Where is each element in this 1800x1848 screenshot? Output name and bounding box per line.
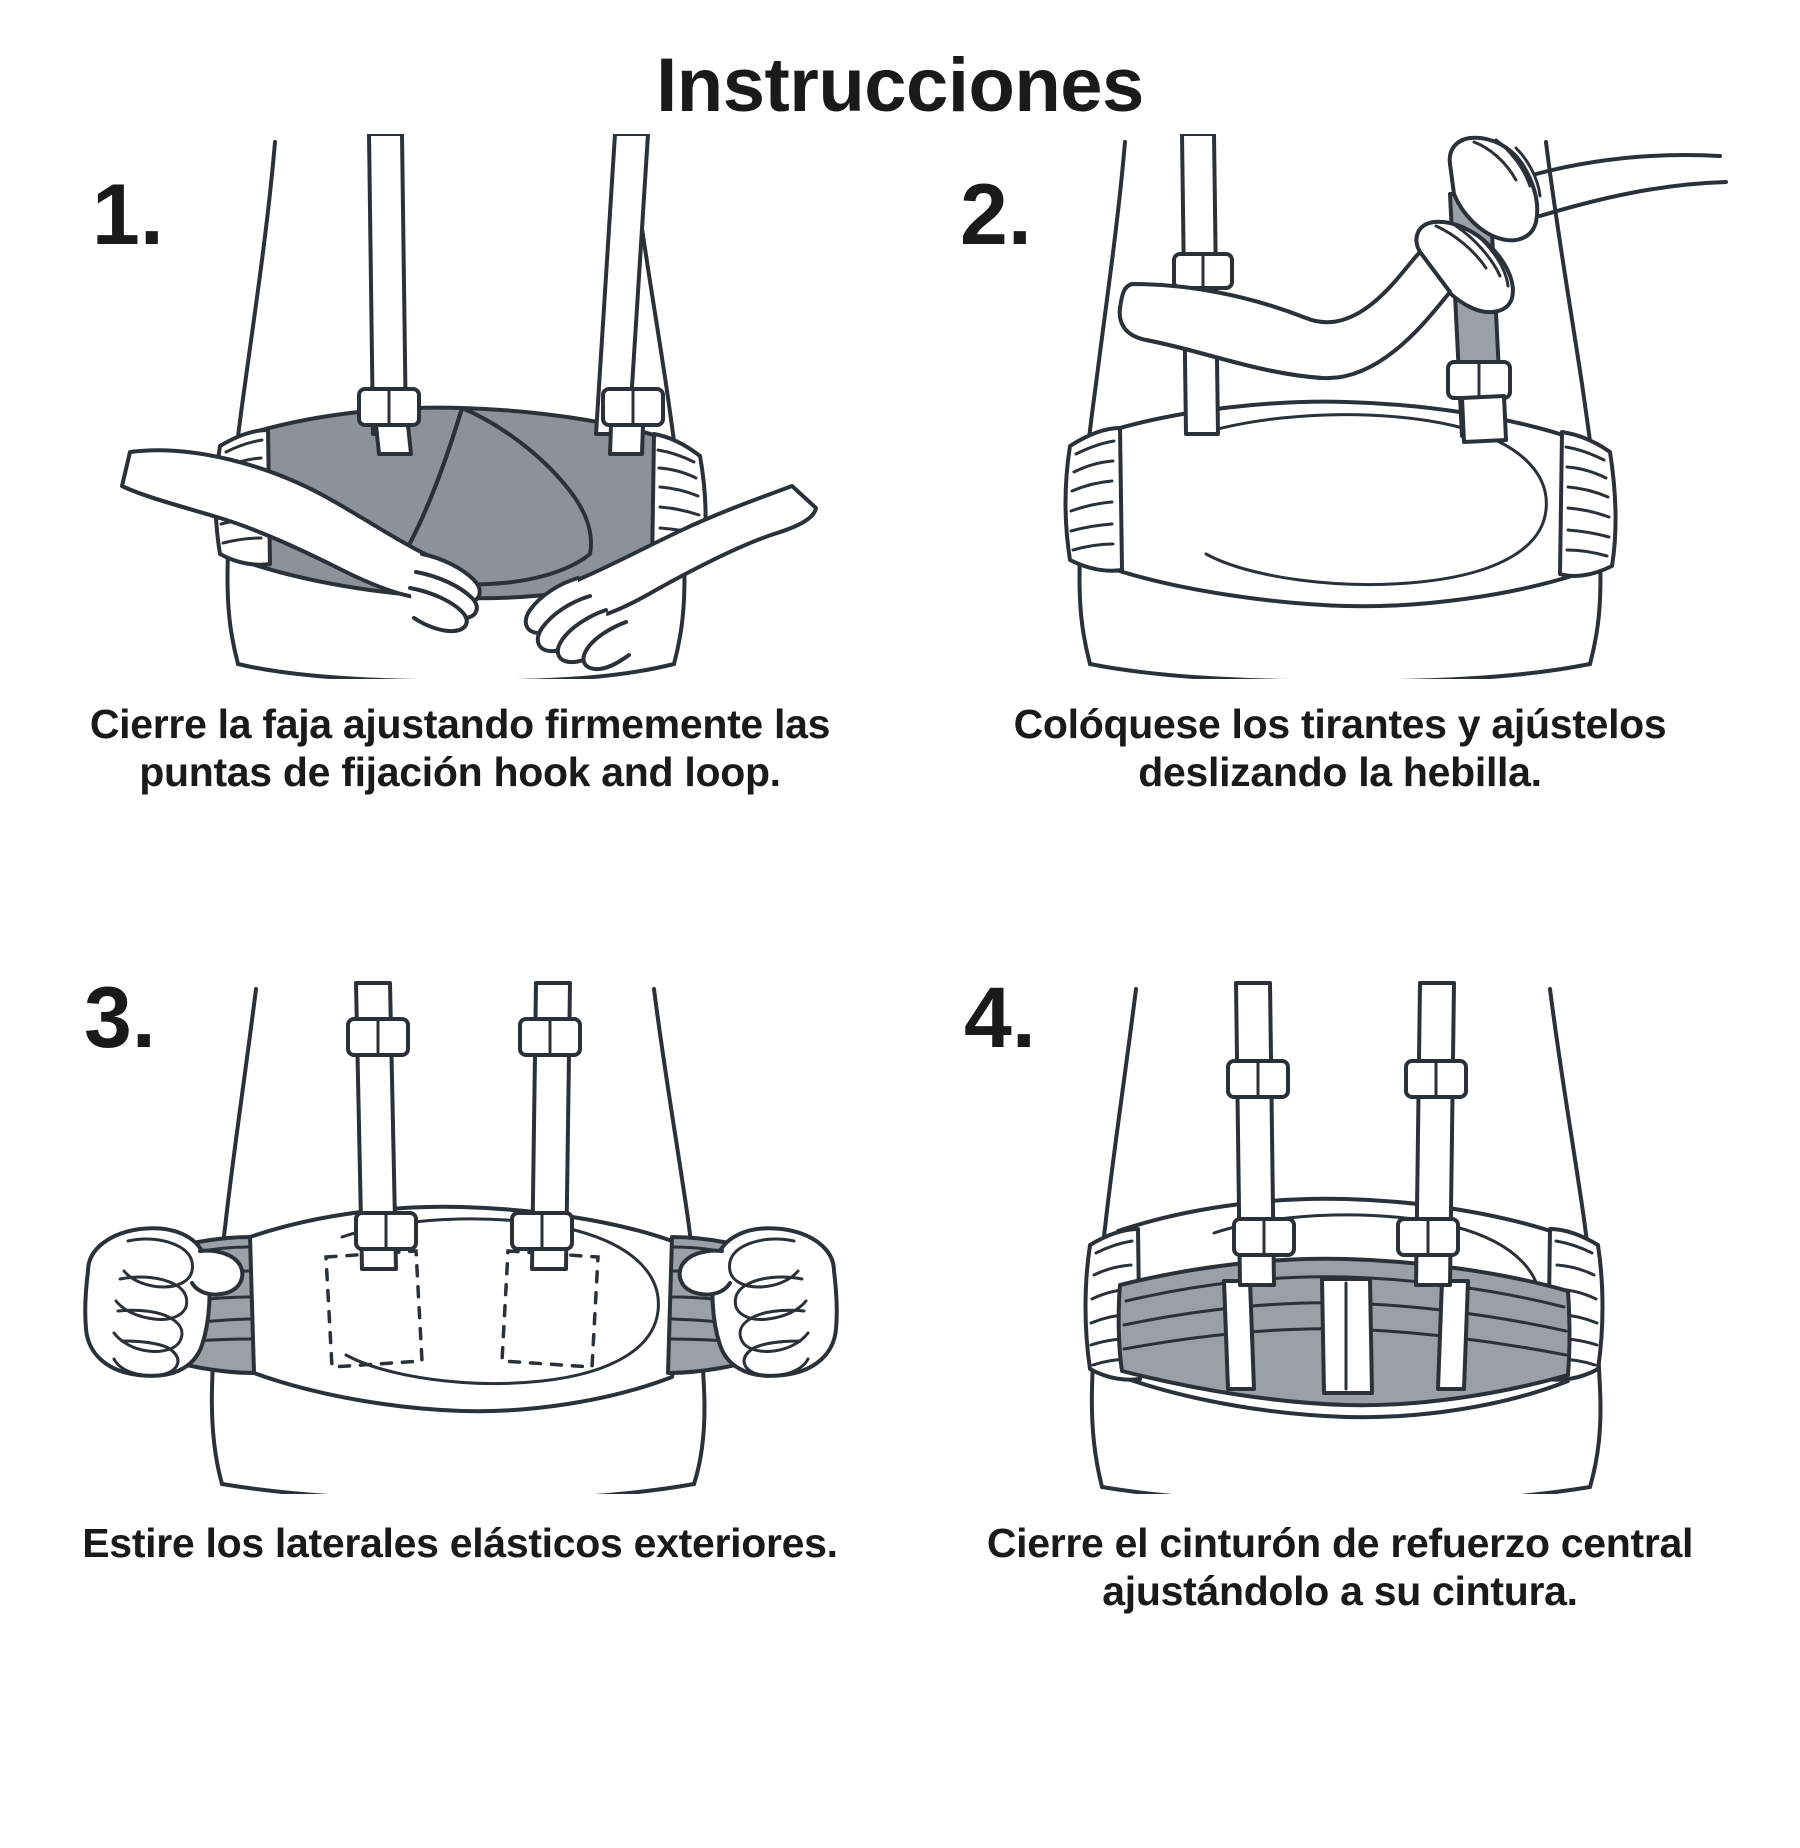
step-3-number-label: 3. — [84, 970, 156, 1066]
step-4-caption: Cierre el cinturón de refuerzo central ajustándolo a su cintura. — [986, 1520, 1694, 1615]
step-1 — [20, 134, 900, 949]
step-4-number-label: 4. — [964, 970, 1036, 1066]
step-2 — [900, 134, 1780, 949]
step-1-number-label: 1. — [92, 167, 164, 263]
step-3-illustration — [20, 949, 900, 1509]
step-2-illustration — [900, 134, 1780, 694]
step-3 — [20, 949, 900, 1764]
step-4-illustration — [900, 949, 1780, 1509]
step-1-illustration — [20, 134, 900, 694]
step-4 — [900, 949, 1780, 1764]
page-title: Instrucciones — [656, 43, 1144, 128]
step-2-number-label: 2. — [960, 167, 1032, 263]
steps-grid — [0, 134, 1800, 1774]
step-2-caption: Colóquese los tirantes y ajústelos deslizando la hebilla. — [1013, 701, 1667, 796]
shoulder-straps — [359, 134, 663, 454]
step-3-caption: Estire los laterales elásticos exteriores. — [82, 1520, 838, 1566]
instructions-page — [0, 43, 1800, 1848]
step-1-caption: Cierre la faja ajustando firmemente las puntas de fijación hook and loop. — [89, 701, 831, 796]
